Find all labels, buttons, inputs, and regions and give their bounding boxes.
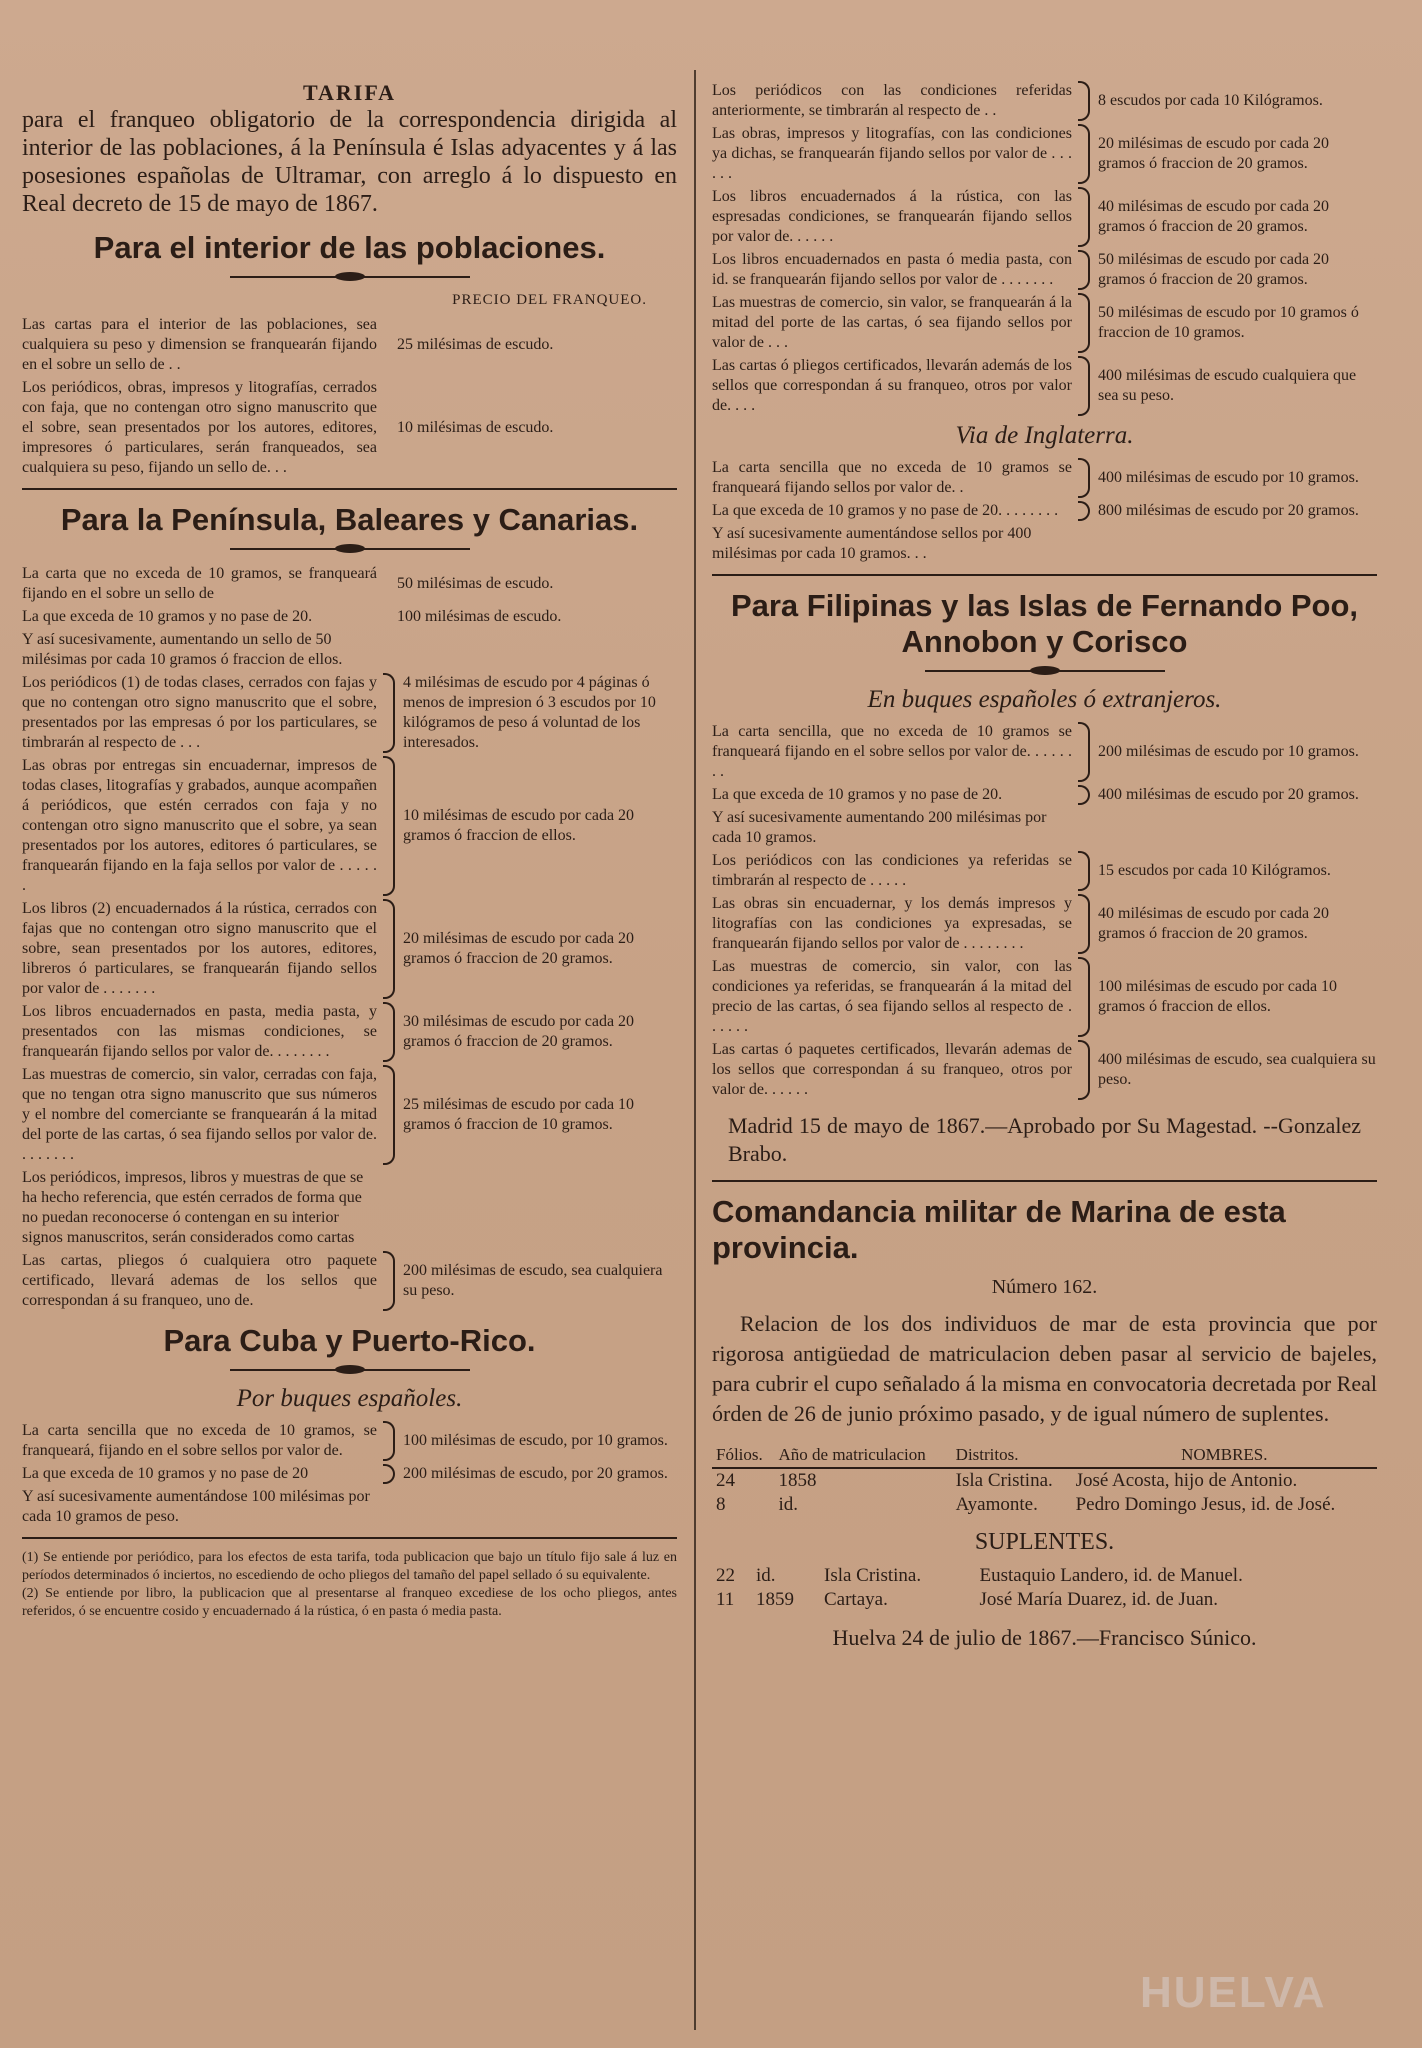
brace [383, 1002, 395, 1062]
ornament-divider [230, 1365, 470, 1375]
tariff-row [712, 81, 1377, 121]
brace [383, 1251, 395, 1311]
tariff-item: La que exceda de 10 gramos y no pase de 20 [22, 1465, 309, 1482]
tariff-item: Los libros encuadernados á la rústica, con las espresadas condiciones, se franquearán fijando sellos por valor de. . . . . . [712, 188, 1072, 245]
tariff-item: La carta que no exceda de 10 gramos, se franqueará fijando en el sobre un sello de [22, 565, 377, 602]
section-subheading: En buques españoles ó extranjeros. [867, 686, 1222, 713]
tariff-row [712, 785, 1377, 805]
tariff-item: Las cartas, pliegos ó cualquiera otro paquete certificado, llevará ademas de los sellos que correspondan á su franqueo, uno de. [22, 1252, 377, 1309]
tarifa-intro: para el franqueo obligatorio de la correspondencia dirigida al interior de las poblaciones, á la Península é Islas adyacentes y á las posesiones españolas de Ultramar, con arreglo á lo dispuesto en Real decreto de 15 de mayo de 1867. [22, 107, 677, 217]
tariff-item: Las muestras de comercio, sin valor, cerradas con faja, que no tengan otra signo manuscrito que sus números y el nombre del comerciante se franquearán á la mitad del porte de las cartas, ó sea fijando sellos por valor de. . . . . . . . [22, 1066, 377, 1163]
tariff-row [712, 356, 1377, 416]
suplentes-title: SUPLENTES. [974, 1529, 1115, 1555]
cell-anio: 1858 [778, 1470, 817, 1491]
col-distritos: Distritos. [952, 1443, 1072, 1468]
cell-folio: 11 [716, 1589, 735, 1610]
section-rule [22, 488, 677, 490]
tariff-item: Los periódicos con las condiciones ya referidas se timbrarán al respecto de . . . . . [712, 852, 1072, 889]
tariff-price: 50 milésimas de escudo por 10 gramos ó fraccion de 10 gramos. [1098, 304, 1359, 341]
tariff-note: Y así sucesivamente aumentándose 100 milésimas por cada 10 gramos de peso. [22, 1488, 370, 1525]
cell-anio: id. [755, 1565, 776, 1586]
tariff-price: 200 milésimas de escudo, sea cualquiera su peso. [403, 1262, 663, 1299]
ornament-divider [230, 544, 470, 554]
brace [383, 899, 395, 999]
cell-folio: 24 [716, 1470, 735, 1491]
cell-distrito: Cartaya. [824, 1589, 888, 1610]
sailors-table [712, 1443, 1377, 1517]
cell-distrito: Isla Cristina. [824, 1565, 922, 1586]
tariff-item: Las obras sin encuadernar, y los demás impresos y litografías con las condiciones ya expresadas, se franquearán fijando sellos por valor de . . . . . . . . [712, 895, 1072, 952]
tariff-item: Los libros encuadernados en pasta, media pasta, y presentados con las mismas condiciones, se franquearán fijando sellos por valor de. . . . . . . . [22, 1003, 377, 1060]
section-subheading: Via de Inglaterra. [955, 422, 1134, 449]
col-nombres: NOMBRES. [1072, 1443, 1377, 1468]
table-row [712, 1493, 1377, 1517]
tariff-item: Las cartas ó paquetes certificados, llevarán ademas de los sellos que correspondan á su franqueo, otros por valor de. . . . . . [712, 1041, 1072, 1098]
cell-nombre: José Acosta, hijo de Antonio. [1075, 1470, 1298, 1491]
brace [1078, 1040, 1090, 1100]
tariff-price: 20 milésimas de escudo por cada 20 gramos ó fraccion de 20 gramos. [1098, 135, 1330, 172]
brace [383, 673, 395, 753]
tariff-price: 200 milésimas de escudo, por 20 gramos. [403, 1465, 668, 1482]
brace [1078, 187, 1090, 247]
cell-folio: 22 [716, 1565, 735, 1586]
tariff-note: Y así sucesivamente aumentándose sellos por 400 milésimas por cada 10 gramos. . . [712, 525, 1032, 562]
section-heading-interior: Para el interior de las poblaciones. [93, 230, 606, 265]
tariff-item: La que exceda de 10 gramos y no pase de 20. . . . . . . . [712, 502, 1059, 519]
brace [1078, 81, 1090, 121]
tariff-price: 100 milésimas de escudo. [397, 608, 562, 625]
cell-anio: 1859 [755, 1589, 794, 1610]
tariff-item: Las muestras de comercio, sin valor, se franquearán á la mitad del porte de las cartas, ó sea fijando sellos por valor de . . . [712, 294, 1072, 351]
tariff-item: Los periódicos con las condiciones referidas anteriormente, se timbrarán al respecto de . . [712, 82, 1072, 119]
brace [1078, 785, 1090, 805]
tariff-price: 400 milésimas de escudo por 10 gramos. [1098, 469, 1359, 486]
tariff-item: Las cartas ó pliegos certificados, llevarán además de los sellos que correspondan á su franqueo, otros por valor de. . . . [712, 357, 1072, 414]
tariff-row [22, 607, 677, 627]
tariff-price: 40 milésimas de escudo por cada 20 gramos ó fraccion de 20 gramos. [1098, 905, 1330, 942]
tariff-row [22, 564, 677, 604]
tariff-row [22, 899, 677, 999]
tariff-item: Los libros encuadernados en pasta ó media pasta, con id. se franquearán fijando sellos por valor de . . . . . . . [712, 251, 1072, 288]
right-column [712, 78, 1377, 1664]
tariff-price: 50 milésimas de escudo por cada 20 gramos ó fraccion de 20 gramos. [1098, 251, 1330, 288]
tariff-row [712, 894, 1377, 954]
brace [383, 1464, 395, 1484]
tariff-row [712, 851, 1377, 891]
tariff-price: 30 milésimas de escudo por cada 20 gramos ó fraccion de 20 gramos. [403, 1013, 635, 1050]
cell-anio: id. [778, 1494, 799, 1515]
tariff-item: Las obras, impresos y litografías, con las condiciones ya dichas, se franquearán fijando sellos por valor de . . . . . . [712, 125, 1072, 182]
tariff-row [22, 378, 677, 478]
tariff-item: Los periódicos, obras, impresos y litografías, cerrados con faja, que no contengan otro signo manuscrito que el sobre, sean presentados por los autores, editores, impresores ó particulares, serán franqueados, sea cualquiera su peso, fijando un sello de. . . [22, 379, 377, 476]
tariff-row [22, 1002, 677, 1062]
tariff-row [712, 458, 1377, 498]
tariff-item: La que exceda de 10 gramos y no pase de 20. [22, 608, 313, 625]
brace [1078, 722, 1090, 782]
tariff-row [22, 1421, 677, 1461]
tariff-price: 15 escudos por cada 10 Kilógramos. [1098, 862, 1331, 879]
tariff-row [712, 722, 1377, 782]
price-column-header: PRECIO DEL FRANQUEO. [452, 292, 647, 308]
tariff-price: 10 milésimas de escudo por cada 20 gramos ó fraccion de ellos. [403, 807, 635, 844]
cell-nombre: Eustaquio Landero, id. de Manuel. [979, 1565, 1243, 1586]
brace [1078, 458, 1090, 498]
tariff-row [22, 1065, 677, 1165]
section-heading-peninsula: Para la Península, Baleares y Canarias. [60, 502, 639, 537]
brace [1078, 894, 1090, 954]
table-header-row [712, 1443, 1377, 1468]
decree-signature: Madrid 15 de mayo de 1867.—Aprobado por Su Magestad. --Gonzalez Brabo. [728, 1113, 1361, 1166]
brace [383, 1421, 395, 1461]
brace [1078, 124, 1090, 184]
tariff-price: 100 milésimas de escudo por cada 10 gramos ó fraccion de ellos. [1098, 978, 1338, 1015]
table-row [712, 1564, 1377, 1588]
tariff-item: La que exceda de 10 gramos y no pase de 20. [712, 786, 1003, 803]
tariff-row [712, 124, 1377, 184]
footnote: (1) Se entiende por periódico, para los efectos de esta tarifa, toda publicacion que bajo un título fijo sale á luz en períodos determinados ó inciertos, no escediendo de ocho pliegos del tamaño del papel sellado ó su equivalente. [22, 1550, 677, 1583]
left-column [22, 78, 677, 1621]
tarifa-title: TARIFA [302, 80, 397, 105]
archive-watermark: HUELVA [1140, 1968, 1327, 2017]
tariff-price: 200 milésimas de escudo por 10 gramos. [1098, 743, 1359, 760]
tariff-row [22, 1251, 677, 1311]
brace [383, 1065, 395, 1165]
tariff-row [22, 315, 677, 375]
notice-body: Relacion de los dos individuos de mar de esta provincia que por rigorosa antigüedad de matriculacion deben pasar al servicio de bajeles, para cubrir el cupo señalado á la misma en convocatoria decretada por Real órden de 26 de junio próximo pasado, y de igual número de suplentes. [712, 1311, 1377, 1426]
ornament-divider [925, 666, 1165, 676]
tariff-price: 50 milésimas de escudo. [397, 575, 554, 592]
col-folios: Fólios. [712, 1443, 775, 1468]
tariff-item: La carta sencilla que no exceda de 10 gramos, se franqueará, fijando en el sobre sellos por valor de. [22, 1422, 377, 1459]
tariff-row [712, 293, 1377, 353]
cell-nombre: Pedro Domingo Jesus, id. de José. [1075, 1494, 1336, 1515]
footnote: (2) Se entiende por libro, la publicacion que al presentarse al franqueo excediese de los ocho pliegos, antes referidos, ó se encuentre cosido y encuadernado á la rústica, ó en pasta ó media pasta. [22, 1586, 677, 1619]
section-rule [712, 1180, 1377, 1182]
tariff-row [712, 187, 1377, 247]
cell-distrito: Isla Cristina. [955, 1470, 1053, 1491]
tariff-row [22, 673, 677, 753]
tariff-row [712, 1040, 1377, 1100]
footnote-rule [22, 1537, 677, 1539]
tariff-price: 400 milésimas de escudo cualquiera que sea su peso. [1098, 367, 1357, 404]
tariff-price: 800 milésimas de escudo por 20 gramos. [1098, 502, 1359, 519]
brace [1078, 293, 1090, 353]
brace [1078, 250, 1090, 290]
brace [1078, 356, 1090, 416]
tariff-row [712, 501, 1377, 521]
tariff-price: 25 milésimas de escudo. [397, 336, 554, 353]
tariff-row [22, 1464, 677, 1484]
tariff-note: Los periódicos, impresos, libros y muestras de que se ha hecho referencia, que estén cerrados de forma que no puedan reconocerse ó contengan en su interior signos manuscritos, serán considerados como cartas [22, 1169, 364, 1246]
tariff-item: Las cartas para el interior de las poblaciones, sea cualquiera su peso y dimension se franquearán fijando en el sobre un sello de . . [22, 316, 377, 373]
tariff-row [712, 957, 1377, 1037]
section-subheading: Por buques españoles. [236, 1385, 463, 1412]
column-divider [694, 70, 696, 2030]
tariff-item: Las muestras de comercio, sin valor, con las condiciones ya referidas, se franquearán á la mitad del precio de las cartas, ó sea fijando sellos al respecto de . . . . . . [712, 958, 1072, 1035]
tariff-item: La carta sencilla que no exceda de 10 gramos se franqueará fijando sellos por valor de. . [712, 459, 1072, 496]
brace [383, 756, 395, 896]
brace [1078, 851, 1090, 891]
cell-folio: 8 [716, 1494, 726, 1515]
tariff-item: La carta sencilla, que no exceda de 10 gramos se franqueará fijando en el sobre sellos por valor de. . . . . . . . [712, 723, 1072, 780]
tariff-row [22, 756, 677, 896]
tariff-row [712, 250, 1377, 290]
tariff-price: 20 milésimas de escudo por cada 20 gramos ó fraccion de 20 gramos. [403, 930, 635, 967]
cell-distrito: Ayamonte. [955, 1494, 1038, 1515]
section-heading-cuba: Para Cuba y Puerto-Rico. [163, 1323, 536, 1358]
tariff-price: 4 milésimas de escudo por 4 páginas ó menos de impresion ó 3 escudos por 10 kilógramos de peso á voluntad de los interesados. [403, 674, 656, 751]
tariff-price: 10 milésimas de escudo. [397, 419, 554, 436]
table-row [712, 1468, 1377, 1493]
tariff-note: Y así sucesivamente, aumentando un sello de 50 milésimas por cada 10 gramos ó fraccion de ellos. [22, 631, 343, 668]
notice-signature: Huelva 24 de julio de 1867.—Francisco Súnico. [832, 1625, 1257, 1650]
notice-number: Número 162. [991, 1276, 1098, 1298]
cell-nombre: José María Duarez, id. de Juan. [979, 1589, 1219, 1610]
tariff-price: 400 milésimas de escudo, sea cualquiera su peso. [1098, 1051, 1376, 1088]
table-row [712, 1588, 1377, 1612]
brace [1078, 501, 1090, 521]
tariff-price: 40 milésimas de escudo por cada 20 gramos ó fraccion de 20 gramos. [1098, 198, 1330, 235]
tariff-note: Y así sucesivamente aumentando 200 milésimas por cada 10 gramos. [712, 809, 1047, 846]
section-rule [712, 574, 1377, 576]
section-heading-comandancia: Comandancia militar de Marina de esta provincia. [712, 1194, 1286, 1265]
suplentes-table [712, 1564, 1377, 1612]
tariff-price: 400 milésimas de escudo por 20 gramos. [1098, 786, 1359, 803]
tariff-item: Las obras por entregas sin encuadernar, impresos de todas clases, litografías y grabados, aunque acompañen á periódicos, que estén cerrados con faja y no contengan otro signo manuscrito que el sobre, ya sean presentados por los autores, editores ó particulares, se franquearán fijando en la faja sellos por valor de . . . . . . [22, 757, 377, 894]
tariff-item: Los periódicos (1) de todas clases, cerrados con fajas y que no contengan otro signo manuscrito que el sobre, presentados por las empresas ó por los particulares, se timbrarán al respecto de . . . [22, 674, 377, 751]
col-anio: Año de matriculacion [775, 1443, 952, 1468]
tariff-price: 25 milésimas de escudo por cada 10 gramos ó fraccion de 10 gramos. [403, 1096, 635, 1133]
section-heading-filipinas: Para Filipinas y las Islas de Fernando Poo, Annobon y Corisco [730, 588, 1359, 659]
tariff-price: 100 milésimas de escudo, por 10 gramos. [403, 1432, 668, 1449]
tariff-item: Los libros (2) encuadernados á la rústica, cerrados con fajas que no contengan otro signo manuscrito que el sobre, sean presentados por los autores, editores, libreros ó particulares, se franquearán fijando sellos por valor de . . . . . . . [22, 900, 377, 997]
ornament-divider [230, 272, 470, 282]
brace [1078, 957, 1090, 1037]
tariff-price: 8 escudos por cada 10 Kilógramos. [1098, 92, 1323, 109]
